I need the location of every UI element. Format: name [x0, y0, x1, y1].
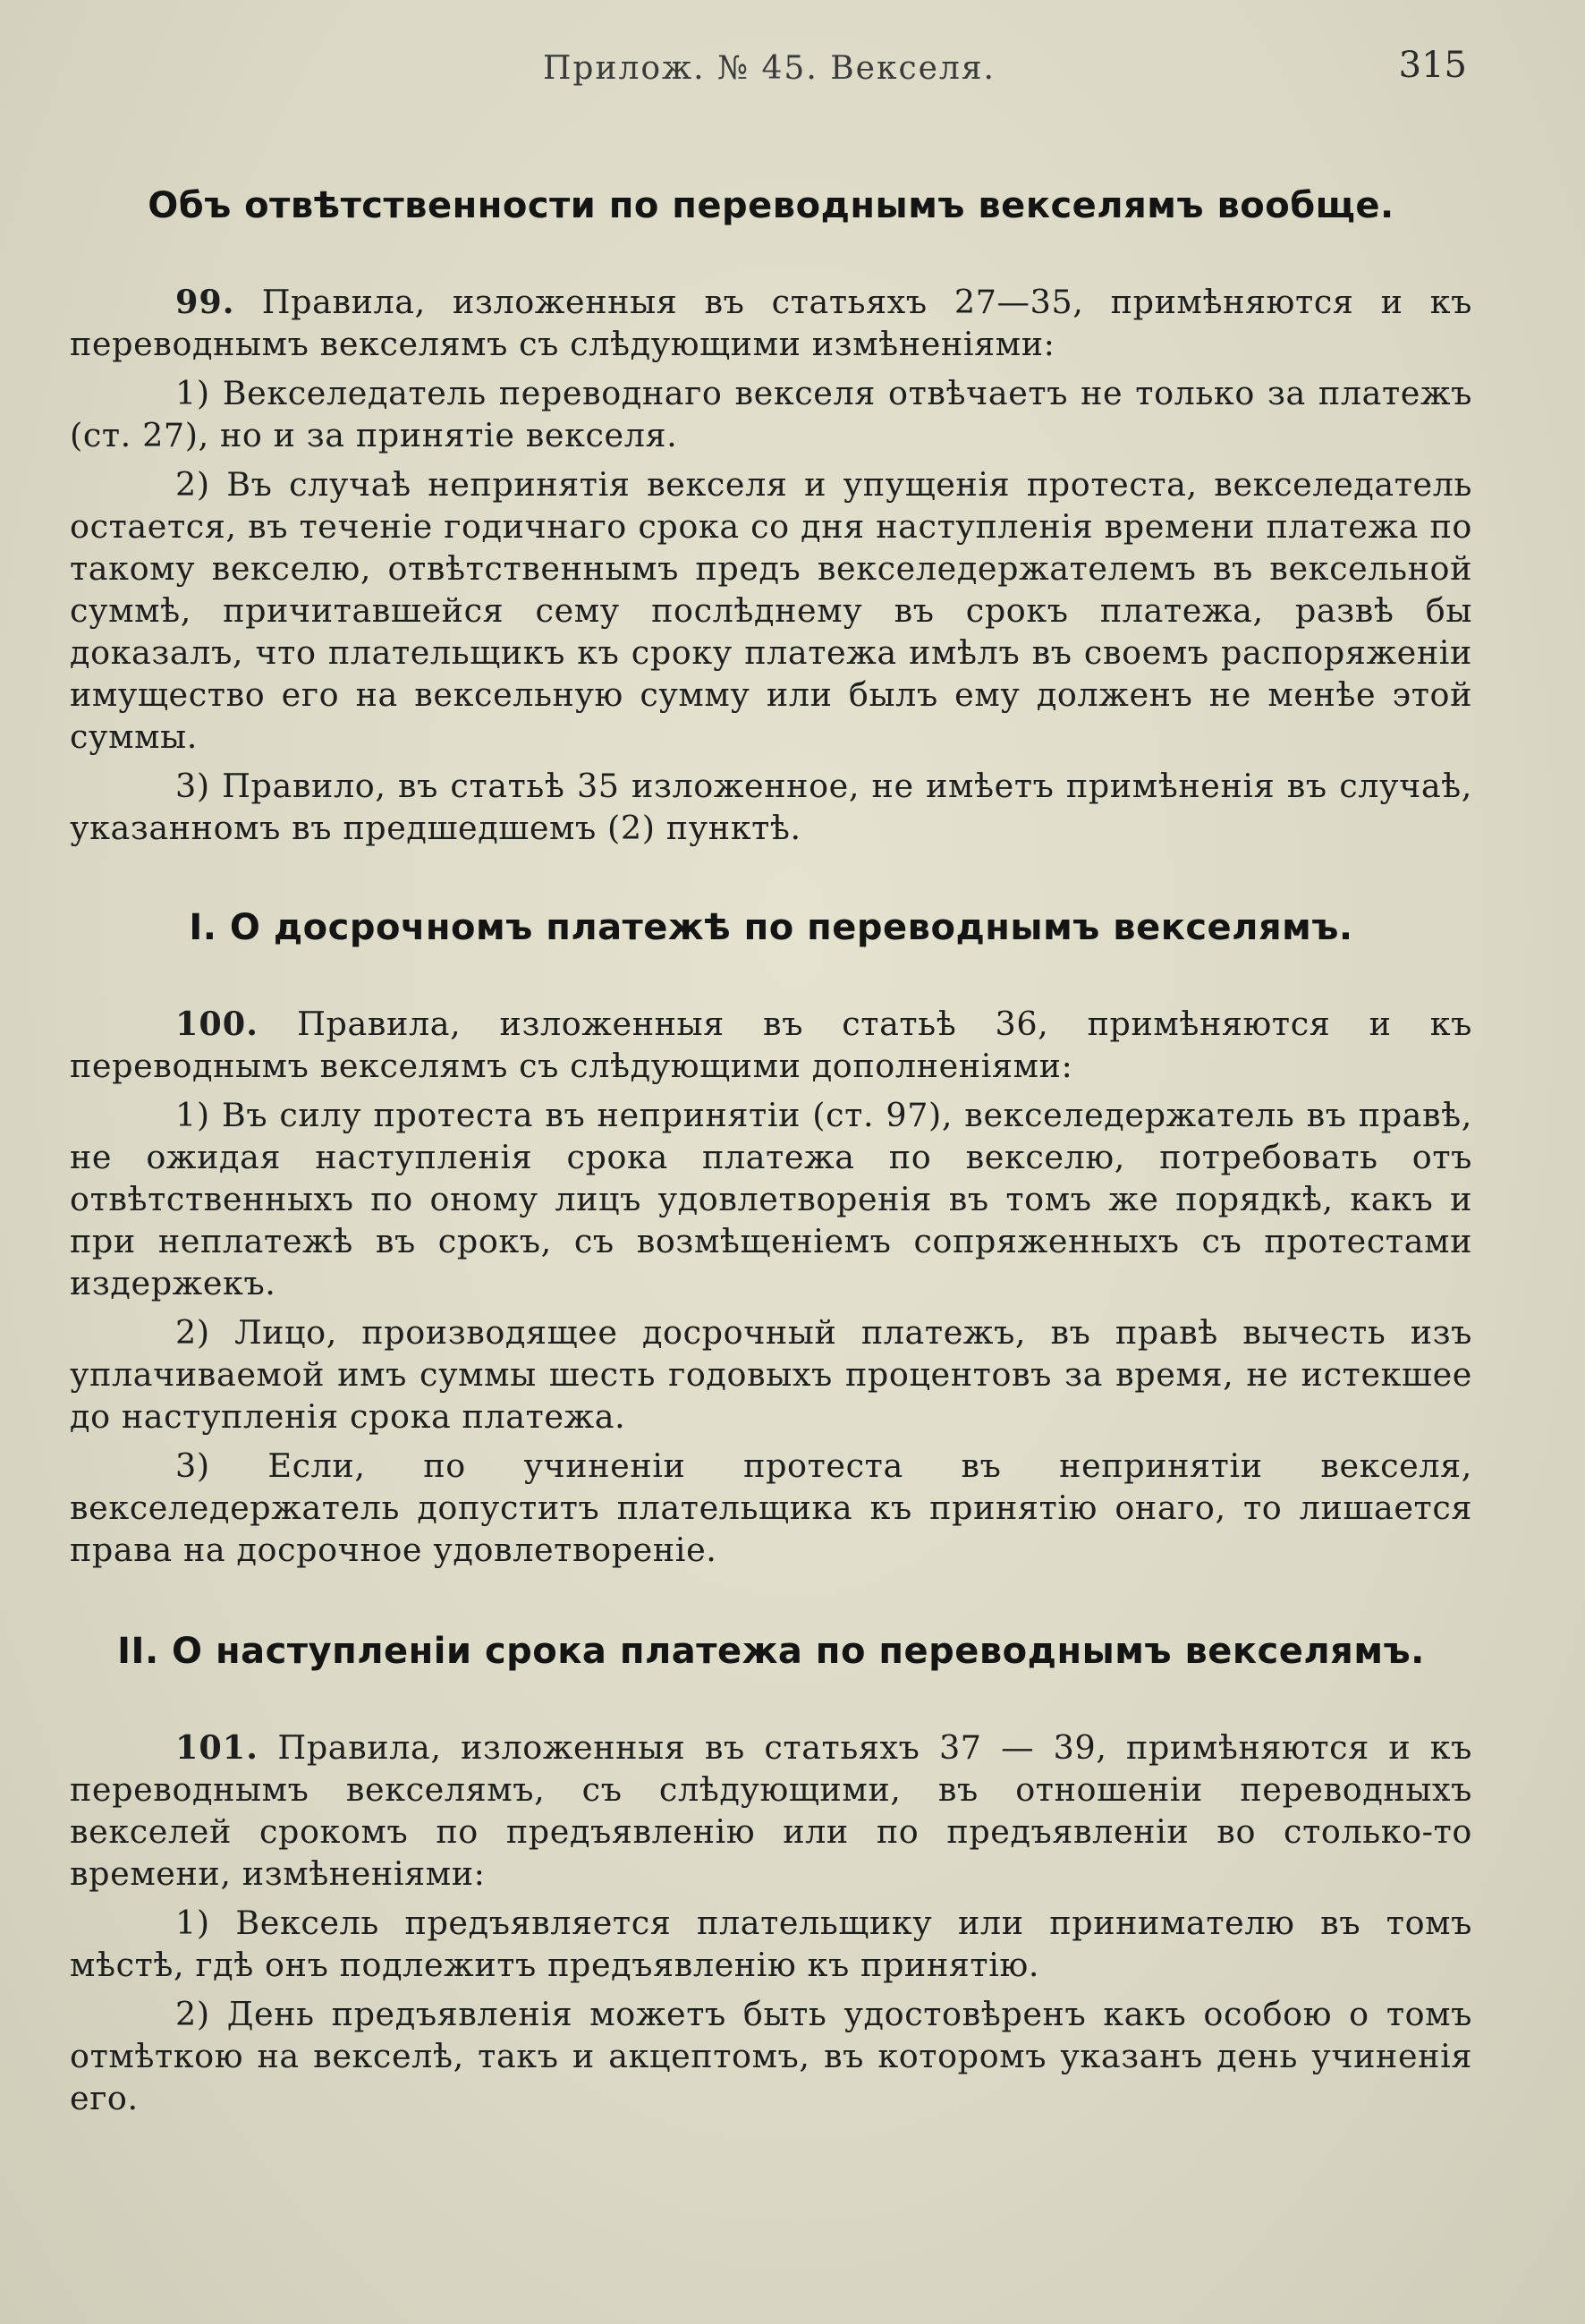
article-99-item-1: 1) Векселедатель переводнаго векселя отвѣчаетъ не только за платежъ (ст. 27), но и за принятіе векселя. [70, 374, 1472, 454]
section-heading-due-date: II. О наступленіи срока платежа по переводнымъ векселямъ. [117, 1631, 1425, 1672]
article-number: 99. [175, 283, 235, 321]
article-number: 100. [175, 1005, 259, 1043]
article-99-item-3: 3) Правило, въ статьѣ 35 изложенное, не имѣетъ примѣненія въ случаѣ, указанномъ въ предшедшемъ (2) пунктѣ. [70, 767, 1472, 847]
article-101-intro [70, 1726, 1472, 1895]
section-heading-responsibility: Объ отвѣтственности по переводнымъ векселямъ вообще. [148, 185, 1394, 226]
page-number: 315 [1398, 45, 1467, 86]
running-title: Прилож. № 45. Векселя. [543, 50, 996, 87]
article-101-item-1: 1) Вексель предъявляется плательщику или принимателю въ томъ мѣстѣ, гдѣ онъ подлежитъ предъявленію къ принятію. [70, 1904, 1472, 1984]
page-content [70, 179, 1472, 2126]
article-intro-text: Правила, изложенныя въ статьѣ 36, примѣняются и къ переводнымъ векселямъ съ слѣдующими дополненіями: [70, 1005, 1472, 1085]
article-intro-text: Правила, изложенныя въ статьяхъ 37 — 39, примѣняются и къ переводнымъ векселямъ, съ слѣдующими, въ отношеніи переводныхъ векселей срокомъ по предъявленію или по предъявленіи во столько-то времени, измѣненіями: [70, 1728, 1472, 1893]
section-heading-early-payment: I. О досрочномъ платежѣ по переводнымъ векселямъ. [189, 907, 1353, 948]
article-99-intro [70, 281, 1472, 365]
page-header [72, 43, 1467, 97]
article-100-intro [70, 1003, 1472, 1087]
article-99-item-2: 2) Въ случаѣ непринятія векселя и упущенія протеста, векселедатель остается, въ теченіе годичнаго срока со дня наступленія времени платежа по такому векселю, отвѣтственнымъ предъ векселедержателемъ въ вексельной суммѣ, причитавшейся сему послѣднему въ срокъ платежа, развѣ бы доказалъ, что плательщикъ къ сроку платежа имѣлъ въ своемъ распоряженіи имущество его на вексельную сумму или былъ ему долженъ не менѣе этой суммы. [70, 465, 1472, 756]
article-100-item-1: 1) Въ силу протеста въ непринятіи (ст. 97), векселедержатель въ правѣ, не ожидая наступленія срока платежа по векселю, потребовать отъ отвѣтственныхъ по оному лицъ удовлетворенія въ томъ же порядкѣ, какъ и при неплатежѣ въ срокъ, съ возмѣщеніемъ сопряженныхъ съ протестами издержекъ. [70, 1096, 1472, 1302]
article-101-item-2: 2) День предъявленія можетъ быть удостовѣренъ какъ особою о томъ отмѣткою на векселѣ, такъ и акцептомъ, въ которомъ указанъ день учиненія его. [70, 1995, 1472, 2117]
article-intro-text: Правила, изложенныя въ статьяхъ 27—35, примѣняются и къ переводнымъ векселямъ съ слѣдующими измѣненіями: [70, 283, 1472, 363]
article-100-item-2: 2) Лицо, производящее досрочный платежъ, въ правѣ вычесть изъ уплачиваемой имъ суммы шесть годовыхъ процентовъ за время, не истекшее до наступленія срока платежа. [70, 1313, 1472, 1436]
article-100-item-3: 3) Если, по учиненіи протеста въ непринятіи векселя, векселедержатель допуститъ плательщика къ принятію онаго, то лишается права на досрочное удовлетвореніе. [70, 1446, 1472, 1569]
article-number: 101. [175, 1728, 259, 1767]
